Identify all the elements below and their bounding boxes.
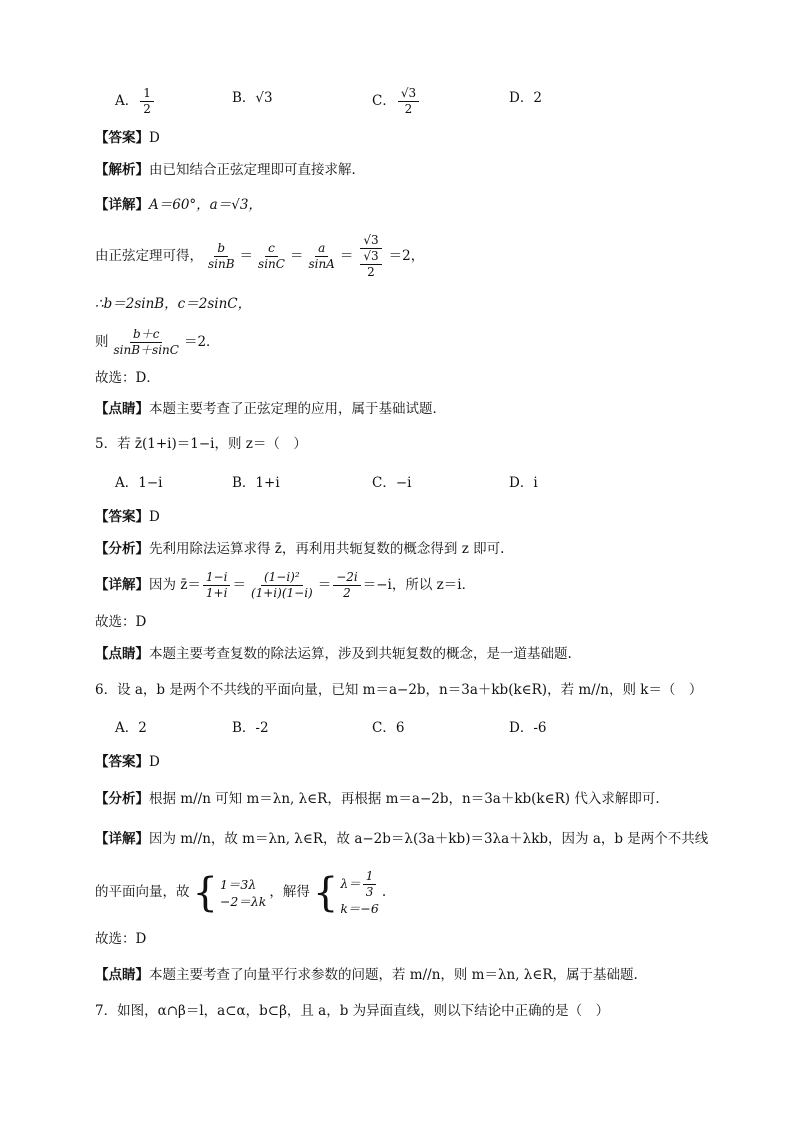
q4-analysis: 【解析】由已知结合正弦定理即可直接求解． <box>95 162 365 178</box>
fraction: $\frac{b+c}{\sin B+\sin C}$ <box>113 327 179 357</box>
q4-option-b: B．√3 <box>232 90 273 106</box>
q4-option-c: C． $\frac{√3}{2}$ <box>372 86 421 117</box>
q6-detail: 【详解】因为 m//n，故 m＝λn, λ∈R，故 a−2b＝λ(3a＋kb)＝3λa＋λkb，因为 a，b 是两个不共线 <box>95 831 709 847</box>
q6-options <box>0 716 794 740</box>
fraction: $\frac{1-i}{1+i}$ <box>203 570 231 601</box>
q5-answer: 【答案】D <box>95 509 160 525</box>
q6-option-c: C．6 <box>372 720 405 736</box>
fraction: $\frac{1}{3}$ <box>363 869 377 900</box>
equation-system: { λ＝ $\frac{1}{3}$ k＝−6 <box>312 868 379 916</box>
q5-detail: 【详解】因为 z̄＝ $\frac{1-i}{1+i}$ ＝ $\frac{\text{(1−i)²}}{(1+i)(1-i)}$ ＝ $\frac{-2i}{2}$ ＝−i，所以 z＝i． <box>95 570 476 600</box>
q4-therefore: ∴b＝2sinB，c＝2sinC， <box>95 296 252 312</box>
equation-system: { 1＝3λ −2＝λk <box>192 869 267 916</box>
q4-answer: 【答案】D <box>95 130 160 146</box>
fraction: $\frac{c}{\sin C}$ <box>258 241 285 271</box>
q5-option-a: A．1−i <box>115 475 163 491</box>
q4-then: 则 $\frac{b+c}{\sin B+\sin C}$ ＝2． <box>95 327 220 357</box>
fraction: $\frac{-2i}{2}$ <box>333 570 361 601</box>
q5-choose: 故选：D <box>95 614 147 630</box>
q4-comment: 【点睛】本题主要考查了正弦定理的应用，属于基础试题． <box>95 401 446 417</box>
q5-option-d: D．i <box>509 475 538 491</box>
fraction: $\frac{√3}{2}$ <box>398 86 419 117</box>
q6-option-b: B．-2 <box>232 720 269 736</box>
fraction: $\frac{1}{2}$ <box>140 86 154 117</box>
q6-option-d: D．-6 <box>509 720 547 736</box>
q5-options <box>0 471 794 495</box>
q6-stem: 6．设 a，b 是两个不共线的平面向量，已知 m＝a−2b，n＝3a＋kb(k∈R)，若 m//n，则 k＝（ ） <box>95 682 703 698</box>
q7-stem: 7．如图，α∩β＝l，a⊂α，b⊂β，且 a，b 为异面直线，则以下结论中正确的是（ ） <box>95 1003 610 1019</box>
fraction: $\frac{\text{(1−i)²}}{(1+i)(1-i)}$ <box>250 570 313 600</box>
q4-sine-law: 由正弦定理可得， $\frac{b}{\sin B}$ ＝ $\frac{c}{\sin C}$ ＝ $\frac{a}{\sin A}$ ＝ $\frac{√3}{\frac{√3}{2}}$ ＝2， <box>95 233 425 279</box>
q5-option-c: C．−i <box>372 475 412 491</box>
q5-analysis: 【分析】先利用除法运算求得 z̄，再利用共轭复数的概念得到 z 即可. <box>95 541 505 557</box>
q5-stem: 5．若 z̄(1+i)＝1−i，则 z＝（ ） <box>95 436 307 452</box>
q4-option-a: A． $\frac{1}{2}$ <box>115 86 156 117</box>
q5-comment: 【点睛】本题主要考查复数的除法运算，涉及到共轭复数的概念，是一道基础题. <box>95 646 572 662</box>
fraction: $\frac{b}{\sin B}$ <box>208 241 235 271</box>
q6-detail-systems: 的平面向量，故 { 1＝3λ −2＝λk ，解得 { λ＝ $\frac{1}{3}$ k＝−6 . <box>95 868 387 916</box>
q4-options <box>0 86 794 116</box>
fraction: $\frac{a}{\sin A}$ <box>308 241 335 271</box>
q5-option-b: B．1+i <box>232 475 280 491</box>
fraction: $\frac{√3}{2}$ <box>360 249 381 280</box>
q6-comment: 【点睛】本题主要考查了向量平行求参数的问题，若 m//n，则 m＝λn, λ∈R，属于基础题. <box>95 967 638 983</box>
q6-choose: 故选：D <box>95 931 147 947</box>
q6-answer: 【答案】D <box>95 754 160 770</box>
q4-choose: 故选：D． <box>95 370 160 386</box>
q6-option-a: A．2 <box>115 720 147 736</box>
nested-fraction: $\frac{√3}{\frac{√3}{2}}$ <box>355 233 386 280</box>
q4-detail: 【详解】A＝60°，a＝√3， <box>95 197 262 213</box>
q4-option-d: D．2 <box>509 90 542 106</box>
q6-analysis: 【分析】根据 m//n 可知 m＝λn, λ∈R，再根据 m＝a−2b，n＝3a＋kb(k∈R) 代入求解即可. <box>95 791 660 807</box>
